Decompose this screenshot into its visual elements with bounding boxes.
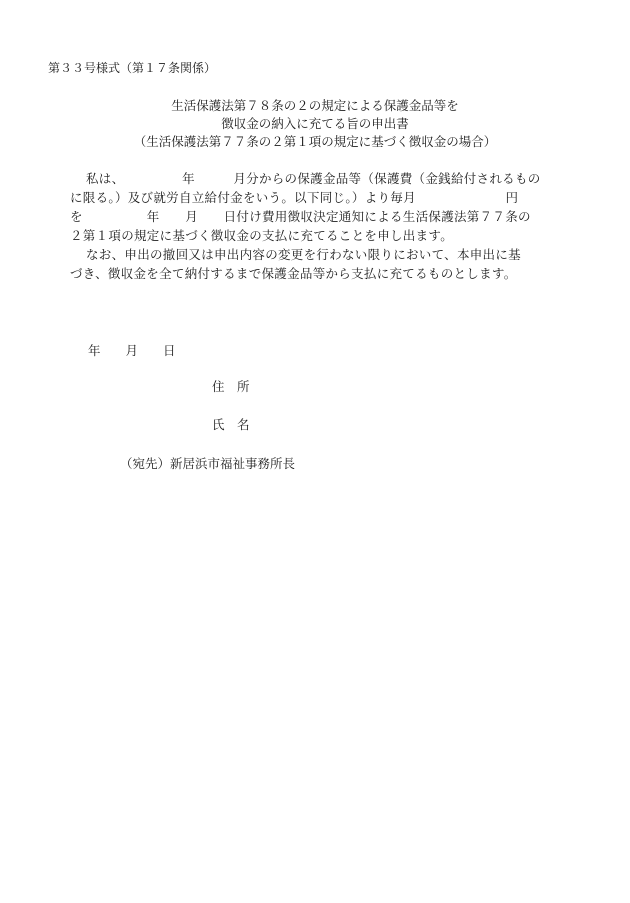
name-label: 氏 名 (212, 417, 250, 432)
body-line-1: 私は、 年 月分からの保護金品等（保護費（金銭給付されるもの (86, 171, 541, 186)
body-line-6: づき、徴収金を全て納付するまで保護金品等から支払に充てるものとします。 (70, 266, 517, 281)
form-number: 第３３号様式（第１７条関係） (48, 61, 217, 75)
body-line-2: に限る。）及び就労自立給付金をいう。以下同じ。）より毎月 円 (70, 190, 519, 205)
body-line-3: を 年 月 日付け費用徴収決定通知による生活保護法第７７条の (70, 209, 531, 224)
body-line-5: なお、申出の撤回又は申出内容の変更を行わない限りにおいて、本申出に基 (86, 247, 521, 262)
title-line-1: 生活保護法第７８条の２の規定による保護金品等を (171, 98, 459, 113)
title-line-2: 徴収金の納入に充てる旨の申出書 (221, 116, 409, 131)
address-label: 住 所 (212, 379, 250, 394)
date-field: 年 月 日 (88, 343, 176, 358)
title-line-3: （生活保護法第７７条の２第１項の規定に基づく徴収金の場合） (133, 134, 497, 149)
body-line-4: ２第１項の規定に基づく徴収金の支払に充てることを申し出ます。 (70, 228, 454, 243)
addressee: （宛先）新居浜市福祉事務所長 (120, 456, 296, 471)
